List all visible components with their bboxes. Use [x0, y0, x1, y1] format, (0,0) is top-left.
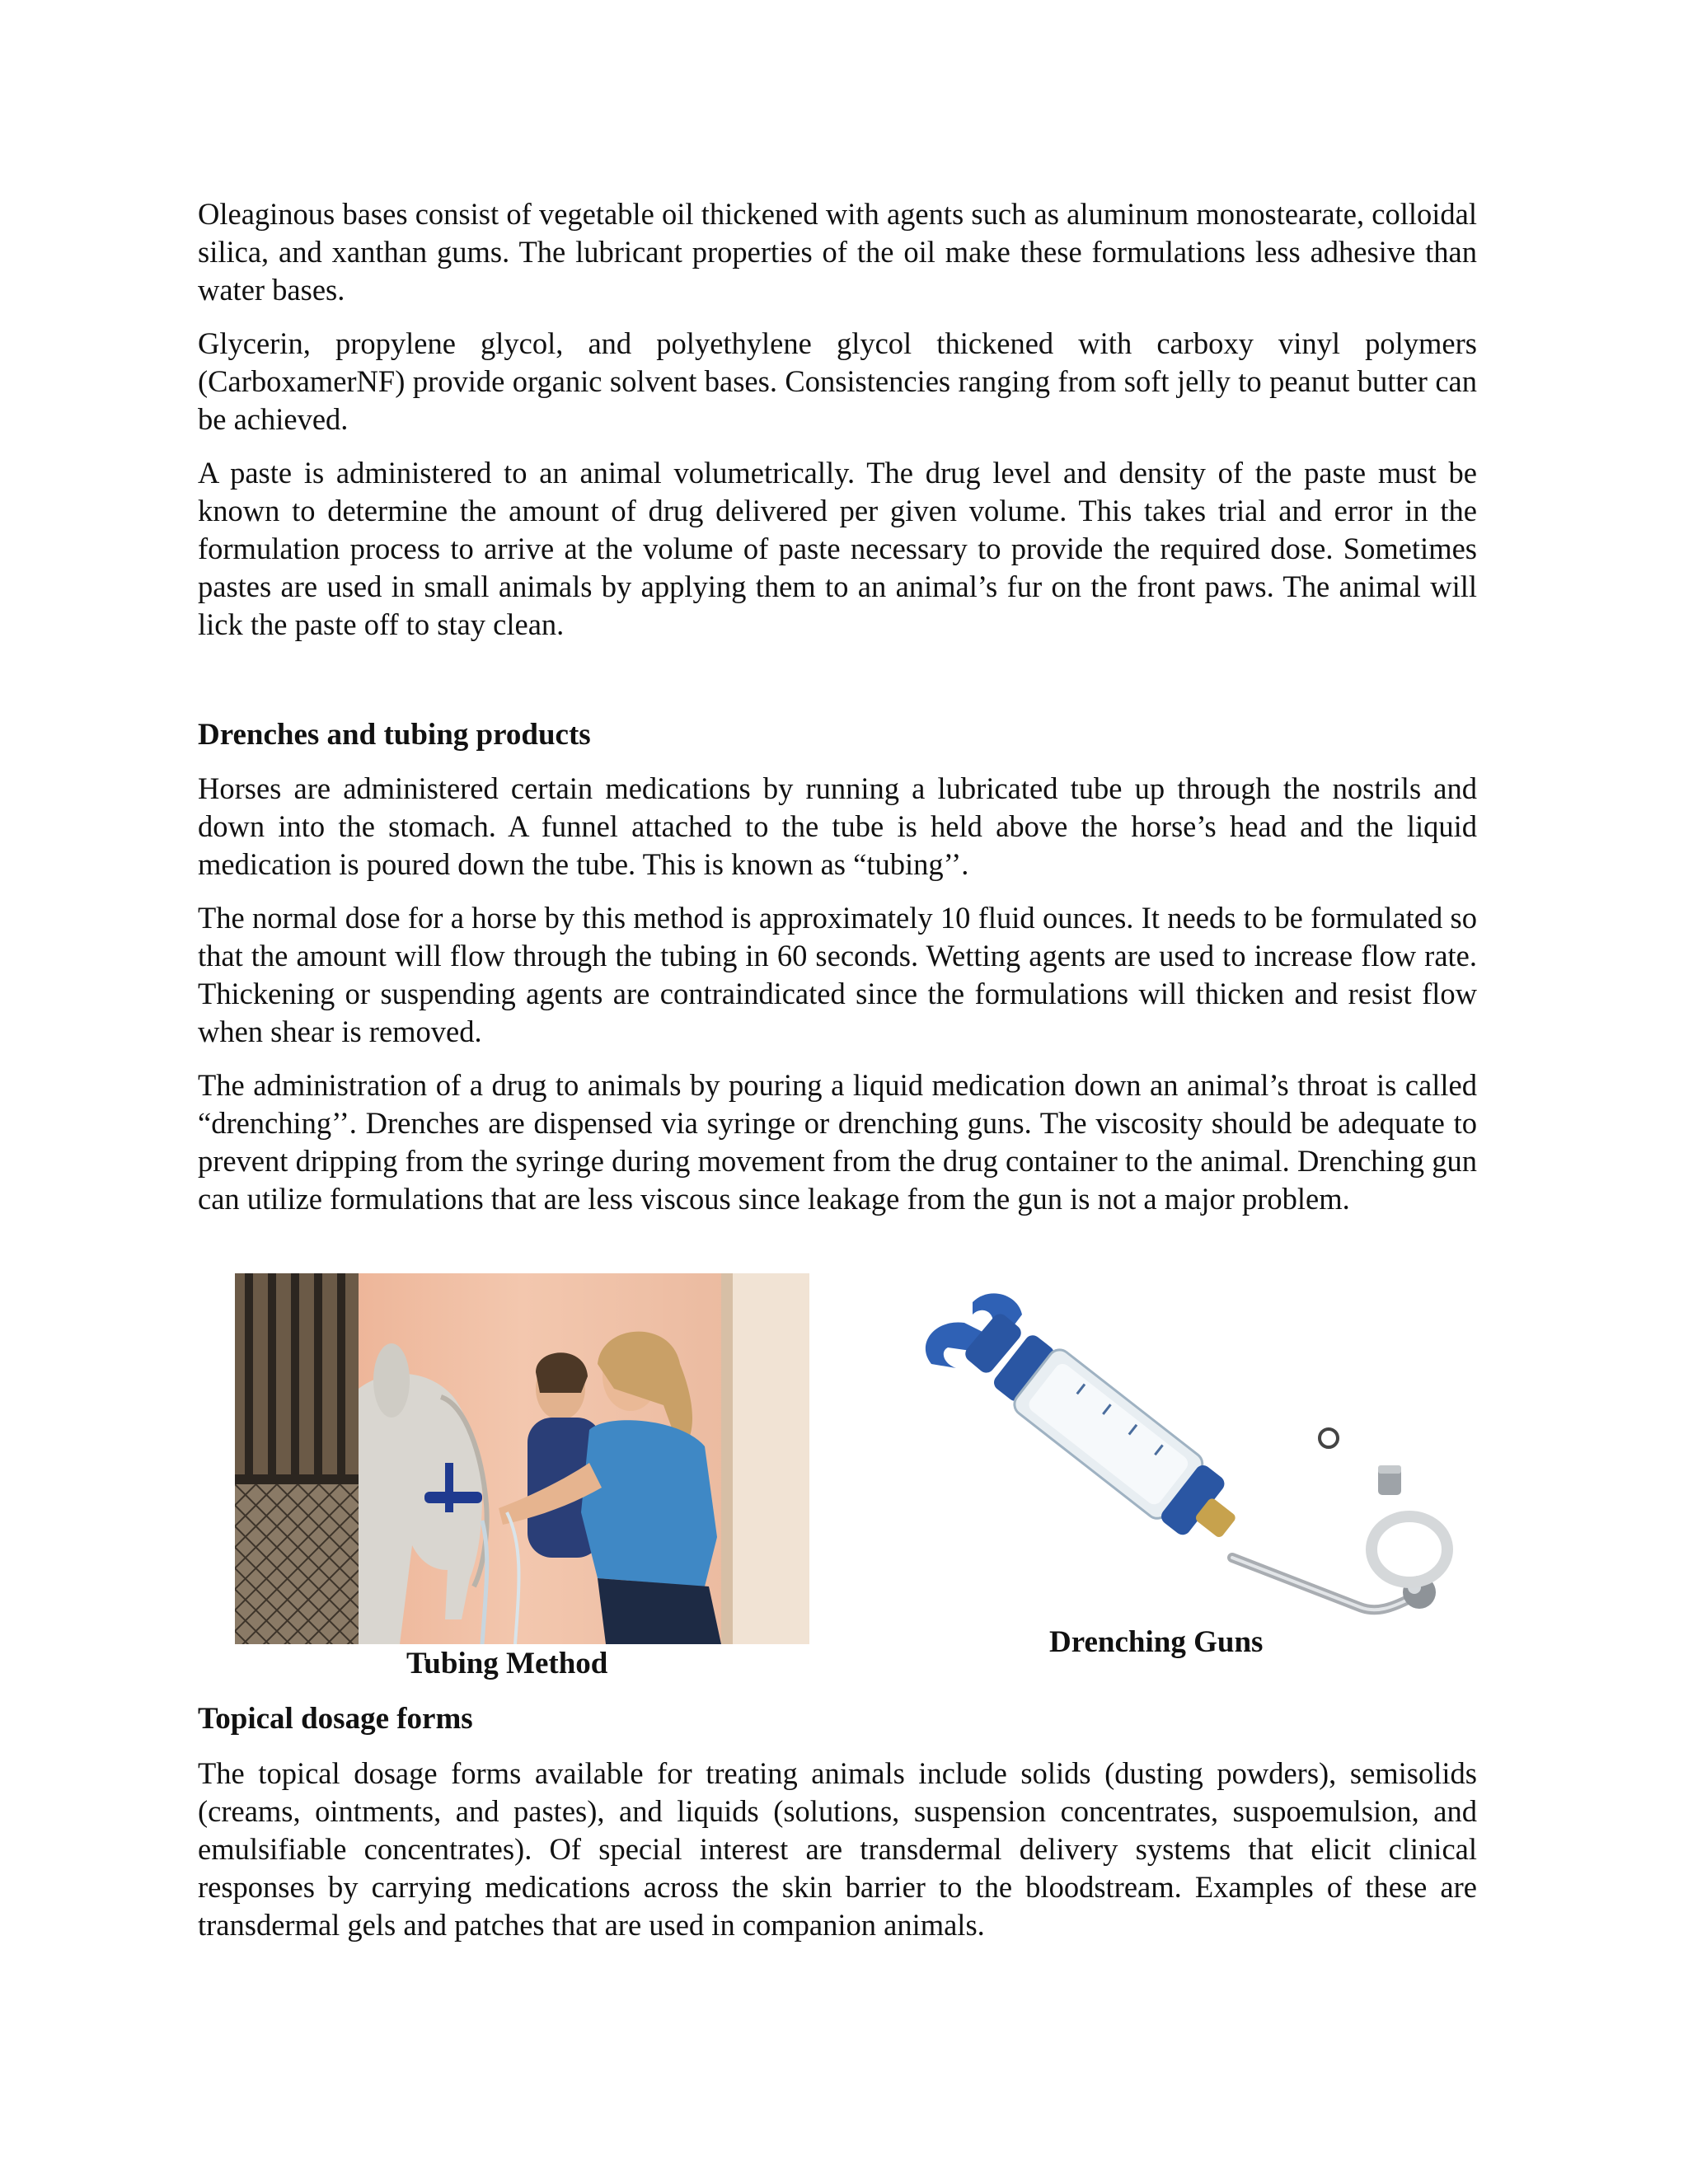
heading-drenches-tubing: Drenches and tubing products: [198, 718, 591, 752]
drenching-guns-caption: Drenching Guns: [1049, 1625, 1264, 1659]
drenching-gun-photo: [898, 1286, 1624, 1632]
tubing-method-photo: [235, 1273, 809, 1644]
paragraph-oleaginous-bases: Oleaginous bases consist of vegetable oil thickened with agents such as aluminum monostearate, colloidal silica, and xanthan gums. The lubricant properties of the oil make these formulations less adhesive than water bases.: [198, 197, 1477, 307]
heading-topical-dosage-forms: Topical dosage forms: [198, 1702, 473, 1736]
paragraph-topical-dosage: The topical dosage forms available for treating animals include solids (dusting powders), semisolids (creams, ointments, and pastes), and liquids (solutions, suspension concentrates, suspoemulsion, and emulsifiable concentrates). Of special interest are transdermal delivery systems that elicit clinical responses by carrying medications across the skin barrier to the bloodstream. Examples of these are transdermal gels and patches that are used in companion animals.: [198, 1756, 1477, 1942]
paragraph-normal-dose: The normal dose for a horse by this method is approximately 10 fluid ounces. It needs to be formulated so that the amount will flow through the tubing in 60 seconds. Wetting agents are used to increase flow rate. Thickening or suspending agents are contraindicated since the formulations will thicken and resist flow when shear is removed.: [198, 901, 1477, 1048]
paragraph-drenching: The administration of a drug to animals by pouring a liquid medication down an animal’s throat is called “drenching’’. Drenches are dispensed via syringe or drenching guns. The viscosity should be adequate to prevent dripping from the syringe during movement from the drug container to the animal. Drenching gun can utilize formulations that are less viscous since leakage from the gun is not a major problem.: [198, 1068, 1477, 1216]
paragraph-paste-administration: A paste is administered to an animal volumetrically. The drug level and density of the paste must be known to determine the amount of drug delivered per given volume. This takes trial and error in the formulation process to arrive at the volume of paste necessary to provide the required dose. Sometimes pastes are used in small animals by applying them to an animal’s fur on the front paws. The animal will lick the paste off to stay clean.: [198, 456, 1477, 641]
tubing-method-caption: Tubing Method: [406, 1647, 608, 1680]
paragraph-organic-solvent-bases: Glycerin, propylene glycol, and polyethylene glycol thickened with carboxy vinyl polymers (CarboxamerNF) provide organic solvent bases. Consistencies ranging from soft jelly to peanut butter can be achieved.: [198, 326, 1477, 436]
paragraph-horse-tubing: Horses are administered certain medications by running a lubricated tube up through the nostrils and down into the stomach. A funnel attached to the tube is held above the horse’s head and the liquid medication is poured down the tube. This is known as “tubing’’.: [198, 771, 1477, 881]
